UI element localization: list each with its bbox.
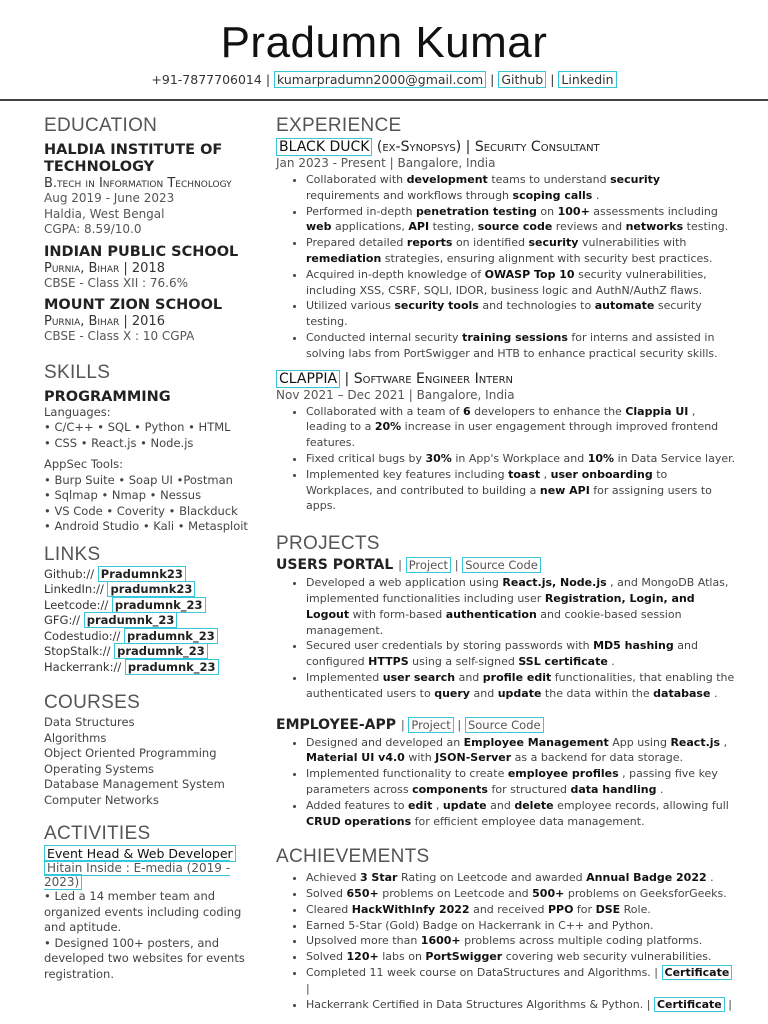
- appsec-list: • VS Code • Coverity • Blackduck: [44, 503, 238, 518]
- achievement-item: • Hackerrank Certified in Data Structures Algorithms & Python. | Certificate |: [306, 997, 736, 1013]
- separator: |: [265, 72, 271, 87]
- bullet-item: • Added features to edit , update and delete employee records, allowing full CRUD operations for efficient employee data management.: [306, 798, 736, 830]
- achievements-title: ACHIEVEMENTS: [276, 846, 430, 868]
- location-year: Purnia, Bihar | 2018: [44, 260, 165, 276]
- link-value[interactable]: pradumnk_23: [84, 612, 178, 628]
- links-list: [44, 567, 266, 676]
- achievement-item: • Solved 120+ labs on PortSwigger covering web security vulnerabilities.: [306, 949, 736, 965]
- appsec-label: AppSec Tools:: [44, 457, 124, 471]
- course-item: Computer Networks: [44, 792, 159, 807]
- link-row: [44, 598, 266, 614]
- bullet-item: • Implemented user search and profile edit functionalities, that enabling the authenticated users to query and update the data within the database .: [306, 670, 736, 702]
- activities-title: ACTIVITIES: [44, 823, 151, 844]
- bullet-item: • Utilized various security tools and technologies to automate security testing.: [306, 298, 736, 330]
- job-entry: [276, 370, 736, 515]
- separator: |: [400, 717, 409, 732]
- job-entry: [276, 138, 736, 362]
- project-name: EMPLOYEE-APP: [276, 716, 401, 733]
- left-column: [44, 114, 266, 982]
- activity-role[interactable]: Event Head & Web Developer: [44, 845, 236, 862]
- bullet-item: • Implemented key features including toast , user onboarding to Workplaces, and contributed to building a new API for assigning users to apps.: [306, 467, 736, 514]
- job-company[interactable]: CLAPPIA: [276, 370, 340, 388]
- achievement-item: • Upsolved more than 1600+ problems across multiple coding platforms.: [306, 933, 736, 949]
- bullet-item: • Acquired in-depth knowledge of OWASP Top 10 security vulnerabilities, including XSS, CSRF, SQLI, IDOR, business logic and AuthN/AuthZ flaws.: [306, 267, 736, 299]
- certificate-link[interactable]: Certificate: [654, 997, 725, 1012]
- resume-header: [0, 0, 768, 87]
- separator: |: [398, 558, 406, 573]
- certificate-link[interactable]: Certificate: [662, 965, 733, 980]
- project-bullets: [276, 735, 736, 830]
- course-item: Object Oriented Programming: [44, 746, 217, 760]
- location-year: Purnia, Bihar | 2016: [44, 314, 165, 329]
- languages-label: Languages:: [44, 404, 111, 419]
- courses-title: COURSES: [44, 692, 141, 713]
- candidate-name: Pradumn Kumar: [220, 18, 548, 67]
- project-header: [276, 556, 736, 574]
- bullet-item: • Secured user credentials by storing passwords with MD5 hashing and configured HTTPS using a self-signed SSL certificate .: [306, 638, 736, 670]
- school-name: HALDIA INSTITUTE OF TECHNOLOGY: [44, 142, 223, 175]
- project-bullets: [276, 575, 736, 701]
- link-value[interactable]: pradumnk_23: [125, 659, 219, 675]
- link-value[interactable]: pradumnk_23: [124, 628, 218, 644]
- activity-line: • Designed 100+ posters, and developed two websites for events registration.: [44, 935, 245, 981]
- languages-list: • CSS • React.js • Node.js: [44, 435, 194, 450]
- activity-line: • Led a 14 member team and organized events including coding and aptitude.: [44, 889, 242, 934]
- place: Haldia, West Bengal: [44, 206, 165, 221]
- separator: |: [490, 72, 495, 87]
- github-link[interactable]: Github: [498, 71, 546, 88]
- project-entry: [276, 556, 736, 701]
- right-column: [276, 114, 736, 1012]
- phone-number: +91-7877706014: [151, 72, 262, 87]
- appsec-list: • Sqlmap • Nmap • Nessus: [44, 488, 202, 502]
- course-item: Data Structures: [44, 715, 135, 729]
- school-name: MOUNT ZION SCHOOL: [44, 297, 223, 313]
- dates: Aug 2019 - June 2023: [44, 191, 175, 205]
- activity-org[interactable]: Hitain Inside : E-media (2019 - 2023): [44, 861, 231, 889]
- skills-title: SKILLS: [44, 361, 111, 383]
- education-item: [44, 244, 266, 292]
- bullet-item: • Collaborated with a team of 6 developers to enhance the Clappia UI , leading to a 20% increase in user engagement through improved frontend features.: [306, 404, 736, 451]
- bullet-item: • Collaborated with development teams to understand security requirements and workflows through scoping calls .: [306, 172, 736, 204]
- bullet-item: • Designed and developed an Employee Management App using React.js , Material UI v4.0 with JSON-Server as a backend for data storage.: [306, 735, 736, 767]
- separator: |: [453, 717, 465, 732]
- school-name: INDIAN PUBLIC SCHOOL: [44, 243, 239, 260]
- achievement-item: • Completed 11 week course on DataStructures and Algorithms. | Certificate |: [306, 965, 736, 997]
- header-divider: [0, 99, 768, 101]
- job-bullets: [276, 404, 736, 515]
- project-links: [398, 557, 541, 573]
- project-links: [401, 717, 544, 733]
- achievement-item: • Solved 650+ problems on Leetcode and 500+ problems on GeeksforGeeks.: [306, 886, 736, 902]
- projects-list: [276, 556, 736, 829]
- job-role: (ex-Synopsys) | Security Consultant: [372, 139, 600, 155]
- project-entry: [276, 716, 736, 830]
- jobs-list: [276, 138, 736, 514]
- link-label: GFG://: [44, 613, 84, 627]
- bullet-item: • Prepared detailed reports on identified security vulnerabilities with remediation strategies, ensuring alignment with security best practices.: [306, 235, 736, 267]
- job-dates: Jan 2023 - Present | Bangalore, India: [276, 156, 496, 170]
- link-row: [44, 629, 266, 645]
- link-label: Github://: [44, 566, 98, 581]
- link-label: LinkedIn://: [44, 582, 108, 596]
- courses-list: [44, 715, 266, 808]
- project-name: USERS PORTAL: [276, 557, 399, 574]
- bullet-item: • Performed in-depth penetration testing on 100+ assessments including web applications, API testing, source code reviews and networks testing.: [306, 204, 736, 236]
- link-value[interactable]: pradumnk_23: [112, 597, 206, 613]
- score: CBSE - Class X : 10 CGPA: [44, 329, 195, 343]
- separator: |: [724, 997, 732, 1011]
- bullet-item: • Fixed critical bugs by 30% in App's Workplace and 10% in Data Service layer.: [306, 451, 736, 467]
- link-label: Leetcode://: [44, 597, 112, 612]
- bullet-item: • Developed a web application using React.js, Node.js , and MongoDB Atlas, implemented functionalities including user Registration, Login, and Logout with form-based authentication and cookie-based session management.: [306, 575, 736, 638]
- experience-title: EXPERIENCE: [276, 115, 402, 136]
- languages-list: • C/C++ • SQL • Python • HTML: [44, 420, 231, 434]
- score: CGPA: 8.59/10.0: [44, 222, 142, 236]
- link-value[interactable]: pradumnk23: [107, 581, 195, 597]
- project-link[interactable]: Project: [408, 717, 453, 733]
- achievement-item: • Achieved 3 Star Rating on Leetcode and awarded Annual Badge 2022 .: [306, 870, 736, 886]
- degree: B.tech in Information Technology: [44, 176, 232, 191]
- link-value[interactable]: Pradumnk23: [98, 566, 186, 582]
- contact-line: [0, 72, 768, 87]
- separator: |: [550, 72, 555, 87]
- link-label: Hackerrank://: [44, 659, 125, 674]
- bullet-item: • Implemented functionality to create employee profiles , passing five key parameters across components for structured data handling .: [306, 766, 736, 798]
- link-row: [44, 644, 266, 660]
- projects-title: PROJECTS: [276, 533, 380, 555]
- course-item: Database Management System: [44, 777, 225, 791]
- links-title: LINKS: [44, 543, 101, 565]
- course-item: Algorithms: [44, 730, 107, 745]
- course-item: Operating Systems: [44, 761, 155, 776]
- achievement-item: • Earned 5-Star (Gold) Badge on Hackerrank in C++ and Python.: [306, 918, 736, 934]
- separator: |: [451, 558, 463, 573]
- job-header: [276, 138, 736, 156]
- job-header: [276, 370, 736, 388]
- link-row: [44, 660, 266, 676]
- link-row: [44, 567, 266, 583]
- appsec-list: • Android Studio • Kali • Metasploit: [44, 519, 248, 533]
- programming-heading: PROGRAMMING: [44, 388, 171, 405]
- education-title: EDUCATION: [44, 115, 158, 136]
- education-item: [44, 297, 266, 345]
- education-item: [44, 142, 266, 238]
- source-code-link[interactable]: Source Code: [465, 717, 544, 733]
- achievements-list: [276, 870, 736, 1012]
- job-role: | Software Engineer Intern: [340, 370, 514, 387]
- link-label: Codestudio://: [44, 628, 125, 643]
- source-code-link[interactable]: Source Code: [462, 557, 541, 573]
- project-link[interactable]: Project: [406, 557, 451, 573]
- score: CBSE - Class XII : 76.6%: [44, 275, 189, 290]
- bullet-item: • Conducted internal security training sessions for interns and assisted in solving labs from PortSwigger and HTB to enhance practical security skills.: [306, 330, 736, 362]
- email-link[interactable]: kumarpradumn2000@gmail.com: [274, 71, 486, 88]
- separator: |: [306, 981, 310, 995]
- job-bullets: [276, 172, 736, 362]
- link-label: StopStalk://: [44, 644, 115, 658]
- link-value[interactable]: pradumnk_23: [114, 643, 208, 659]
- appsec-list: • Burp Suite • Soap UI •Postman: [44, 472, 233, 487]
- achievement-item: • Cleared HackWithInfy 2022 and received PPO for DSE Role.: [306, 902, 736, 918]
- job-dates: Nov 2021 – Dec 2021 | Bangalore, India: [276, 387, 515, 402]
- link-row: [44, 613, 266, 629]
- linkedin-link[interactable]: Linkedin: [558, 71, 616, 88]
- link-row: [44, 582, 266, 598]
- project-header: [276, 716, 736, 734]
- job-company[interactable]: BLACK DUCK: [276, 138, 372, 156]
